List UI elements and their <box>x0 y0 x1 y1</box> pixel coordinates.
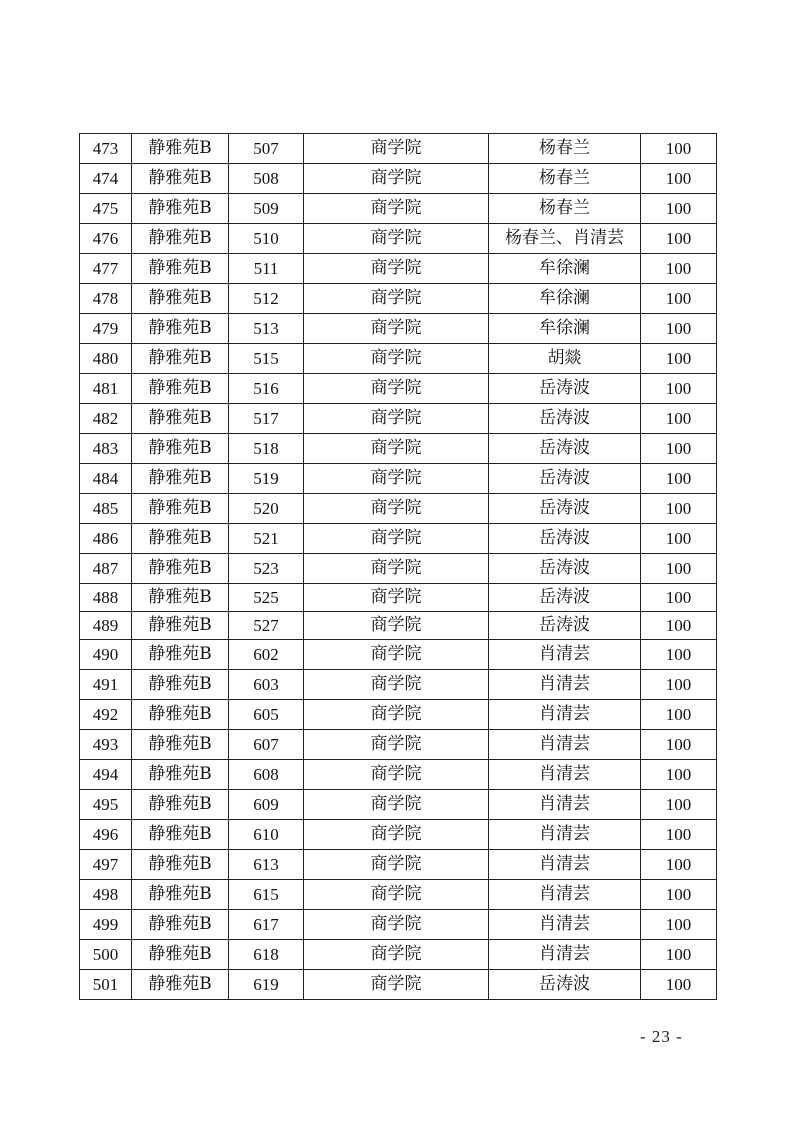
cell-score: 100 <box>641 284 717 314</box>
cell-room-number: 613 <box>229 850 304 880</box>
cell-college: 商学院 <box>304 700 489 730</box>
cell-college: 商学院 <box>304 164 489 194</box>
cell-college: 商学院 <box>304 194 489 224</box>
cell-building: 静雅苑B <box>132 374 229 404</box>
cell-college: 商学院 <box>304 284 489 314</box>
cell-room-number: 617 <box>229 910 304 940</box>
cell-counselor: 岳涛波 <box>489 554 641 584</box>
cell-serial-number: 480 <box>80 344 132 374</box>
cell-counselor: 岳涛波 <box>489 404 641 434</box>
cell-room-number: 527 <box>229 612 304 640</box>
cell-serial-number: 477 <box>80 254 132 284</box>
table-row <box>80 374 717 404</box>
cell-score: 100 <box>641 164 717 194</box>
cell-room-number: 602 <box>229 640 304 670</box>
cell-room-number: 615 <box>229 880 304 910</box>
cell-room-number: 507 <box>229 134 304 164</box>
cell-serial-number: 482 <box>80 404 132 434</box>
cell-room-number: 508 <box>229 164 304 194</box>
cell-college: 商学院 <box>304 554 489 584</box>
cell-room-number: 523 <box>229 554 304 584</box>
cell-serial-number: 491 <box>80 670 132 700</box>
cell-building: 静雅苑B <box>132 670 229 700</box>
cell-counselor: 杨春兰 <box>489 134 641 164</box>
table-row <box>80 224 717 254</box>
cell-building: 静雅苑B <box>132 970 229 1000</box>
cell-serial-number: 494 <box>80 760 132 790</box>
cell-score: 100 <box>641 820 717 850</box>
cell-serial-number: 492 <box>80 700 132 730</box>
table-row <box>80 464 717 494</box>
cell-score: 100 <box>641 344 717 374</box>
cell-serial-number: 476 <box>80 224 132 254</box>
cell-serial-number: 481 <box>80 374 132 404</box>
cell-serial-number: 487 <box>80 554 132 584</box>
cell-serial-number: 499 <box>80 910 132 940</box>
cell-college: 商学院 <box>304 640 489 670</box>
cell-score: 100 <box>641 374 717 404</box>
cell-counselor: 岳涛波 <box>489 970 641 1000</box>
cell-room-number: 510 <box>229 224 304 254</box>
table-row <box>80 434 717 464</box>
cell-building: 静雅苑B <box>132 700 229 730</box>
cell-score: 100 <box>641 494 717 524</box>
cell-room-number: 513 <box>229 314 304 344</box>
cell-serial-number: 485 <box>80 494 132 524</box>
cell-serial-number: 501 <box>80 970 132 1000</box>
table-row <box>80 164 717 194</box>
cell-serial-number: 475 <box>80 194 132 224</box>
cell-college: 商学院 <box>304 254 489 284</box>
cell-score: 100 <box>641 640 717 670</box>
table-row <box>80 254 717 284</box>
table-row <box>80 612 717 640</box>
cell-serial-number: 484 <box>80 464 132 494</box>
cell-college: 商学院 <box>304 434 489 464</box>
cell-room-number: 516 <box>229 374 304 404</box>
cell-building: 静雅苑B <box>132 464 229 494</box>
table-row <box>80 910 717 940</box>
dormitory-score-table <box>79 133 717 1000</box>
cell-serial-number: 486 <box>80 524 132 554</box>
cell-counselor: 肖清芸 <box>489 820 641 850</box>
table-row <box>80 554 717 584</box>
cell-serial-number: 490 <box>80 640 132 670</box>
table-row <box>80 850 717 880</box>
cell-college: 商学院 <box>304 374 489 404</box>
cell-building: 静雅苑B <box>132 224 229 254</box>
cell-counselor: 岳涛波 <box>489 494 641 524</box>
table-row <box>80 790 717 820</box>
cell-counselor: 肖清芸 <box>489 670 641 700</box>
cell-counselor: 杨春兰、肖清芸 <box>489 224 641 254</box>
cell-room-number: 521 <box>229 524 304 554</box>
table-row <box>80 670 717 700</box>
cell-score: 100 <box>641 524 717 554</box>
cell-room-number: 518 <box>229 434 304 464</box>
cell-score: 100 <box>641 700 717 730</box>
cell-building: 静雅苑B <box>132 314 229 344</box>
cell-room-number: 509 <box>229 194 304 224</box>
cell-building: 静雅苑B <box>132 434 229 464</box>
cell-score: 100 <box>641 314 717 344</box>
cell-score: 100 <box>641 940 717 970</box>
cell-building: 静雅苑B <box>132 820 229 850</box>
cell-serial-number: 489 <box>80 612 132 640</box>
cell-score: 100 <box>641 612 717 640</box>
cell-college: 商学院 <box>304 224 489 254</box>
cell-counselor: 肖清芸 <box>489 640 641 670</box>
cell-college: 商学院 <box>304 790 489 820</box>
cell-building: 静雅苑B <box>132 850 229 880</box>
table-row <box>80 584 717 612</box>
table-row <box>80 640 717 670</box>
cell-score: 100 <box>641 224 717 254</box>
cell-serial-number: 498 <box>80 880 132 910</box>
cell-serial-number: 500 <box>80 940 132 970</box>
cell-counselor: 肖清芸 <box>489 910 641 940</box>
table-row <box>80 760 717 790</box>
cell-score: 100 <box>641 554 717 584</box>
cell-score: 100 <box>641 670 717 700</box>
cell-building: 静雅苑B <box>132 164 229 194</box>
table-row <box>80 134 717 164</box>
cell-college: 商学院 <box>304 730 489 760</box>
cell-building: 静雅苑B <box>132 730 229 760</box>
table-row <box>80 820 717 850</box>
cell-counselor: 岳涛波 <box>489 374 641 404</box>
cell-college: 商学院 <box>304 314 489 344</box>
cell-serial-number: 473 <box>80 134 132 164</box>
cell-college: 商学院 <box>304 940 489 970</box>
cell-building: 静雅苑B <box>132 760 229 790</box>
cell-score: 100 <box>641 910 717 940</box>
cell-counselor: 岳涛波 <box>489 524 641 554</box>
table-row <box>80 314 717 344</box>
cell-building: 静雅苑B <box>132 134 229 164</box>
cell-counselor: 岳涛波 <box>489 584 641 612</box>
cell-building: 静雅苑B <box>132 284 229 314</box>
table-row <box>80 730 717 760</box>
cell-room-number: 619 <box>229 970 304 1000</box>
cell-counselor: 杨春兰 <box>489 194 641 224</box>
cell-building: 静雅苑B <box>132 940 229 970</box>
cell-building: 静雅苑B <box>132 494 229 524</box>
cell-counselor: 胡燚 <box>489 344 641 374</box>
cell-serial-number: 474 <box>80 164 132 194</box>
cell-room-number: 607 <box>229 730 304 760</box>
cell-score: 100 <box>641 404 717 434</box>
cell-room-number: 511 <box>229 254 304 284</box>
table-row <box>80 700 717 730</box>
cell-score: 100 <box>641 134 717 164</box>
cell-counselor: 肖清芸 <box>489 880 641 910</box>
cell-college: 商学院 <box>304 970 489 1000</box>
cell-college: 商学院 <box>304 464 489 494</box>
cell-score: 100 <box>641 434 717 464</box>
cell-college: 商学院 <box>304 404 489 434</box>
cell-room-number: 609 <box>229 790 304 820</box>
cell-serial-number: 496 <box>80 820 132 850</box>
cell-college: 商学院 <box>304 760 489 790</box>
cell-building: 静雅苑B <box>132 524 229 554</box>
cell-counselor: 岳涛波 <box>489 612 641 640</box>
cell-score: 100 <box>641 730 717 760</box>
cell-serial-number: 497 <box>80 850 132 880</box>
cell-college: 商学院 <box>304 524 489 554</box>
cell-college: 商学院 <box>304 344 489 374</box>
cell-serial-number: 478 <box>80 284 132 314</box>
cell-score: 100 <box>641 584 717 612</box>
cell-counselor: 牟徐澜 <box>489 314 641 344</box>
cell-room-number: 608 <box>229 760 304 790</box>
cell-college: 商学院 <box>304 880 489 910</box>
cell-room-number: 520 <box>229 494 304 524</box>
table-row <box>80 284 717 314</box>
table-row <box>80 344 717 374</box>
cell-room-number: 603 <box>229 670 304 700</box>
cell-counselor: 肖清芸 <box>489 760 641 790</box>
cell-building: 静雅苑B <box>132 640 229 670</box>
table-row <box>80 194 717 224</box>
cell-serial-number: 479 <box>80 314 132 344</box>
cell-room-number: 610 <box>229 820 304 850</box>
cell-building: 静雅苑B <box>132 194 229 224</box>
cell-room-number: 515 <box>229 344 304 374</box>
cell-college: 商学院 <box>304 910 489 940</box>
table-body <box>80 134 717 1000</box>
cell-counselor: 杨春兰 <box>489 164 641 194</box>
table-row <box>80 970 717 1000</box>
table-row <box>80 524 717 554</box>
cell-score: 100 <box>641 254 717 284</box>
table-row <box>80 940 717 970</box>
cell-building: 静雅苑B <box>132 612 229 640</box>
cell-counselor: 肖清芸 <box>489 850 641 880</box>
cell-score: 100 <box>641 194 717 224</box>
cell-counselor: 肖清芸 <box>489 700 641 730</box>
cell-serial-number: 483 <box>80 434 132 464</box>
cell-building: 静雅苑B <box>132 910 229 940</box>
cell-score: 100 <box>641 880 717 910</box>
cell-room-number: 517 <box>229 404 304 434</box>
cell-building: 静雅苑B <box>132 790 229 820</box>
cell-serial-number: 488 <box>80 584 132 612</box>
table-row <box>80 880 717 910</box>
table-row <box>80 494 717 524</box>
cell-score: 100 <box>641 970 717 1000</box>
cell-counselor: 肖清芸 <box>489 790 641 820</box>
cell-college: 商学院 <box>304 612 489 640</box>
cell-college: 商学院 <box>304 850 489 880</box>
table-row <box>80 404 717 434</box>
cell-serial-number: 493 <box>80 730 132 760</box>
cell-building: 静雅苑B <box>132 254 229 284</box>
cell-college: 商学院 <box>304 820 489 850</box>
cell-score: 100 <box>641 850 717 880</box>
cell-room-number: 618 <box>229 940 304 970</box>
cell-room-number: 512 <box>229 284 304 314</box>
cell-counselor: 牟徐澜 <box>489 254 641 284</box>
cell-room-number: 519 <box>229 464 304 494</box>
cell-building: 静雅苑B <box>132 554 229 584</box>
cell-college: 商学院 <box>304 584 489 612</box>
cell-score: 100 <box>641 464 717 494</box>
cell-building: 静雅苑B <box>132 344 229 374</box>
cell-building: 静雅苑B <box>132 404 229 434</box>
cell-counselor: 岳涛波 <box>489 434 641 464</box>
cell-room-number: 525 <box>229 584 304 612</box>
cell-building: 静雅苑B <box>132 584 229 612</box>
cell-counselor: 牟徐澜 <box>489 284 641 314</box>
cell-score: 100 <box>641 790 717 820</box>
cell-college: 商学院 <box>304 494 489 524</box>
cell-college: 商学院 <box>304 134 489 164</box>
page-number: - 23 - <box>640 1027 683 1046</box>
cell-counselor: 肖清芸 <box>489 730 641 760</box>
cell-building: 静雅苑B <box>132 880 229 910</box>
cell-score: 100 <box>641 760 717 790</box>
cell-room-number: 605 <box>229 700 304 730</box>
cell-counselor: 岳涛波 <box>489 464 641 494</box>
cell-counselor: 肖清芸 <box>489 940 641 970</box>
cell-serial-number: 495 <box>80 790 132 820</box>
cell-college: 商学院 <box>304 670 489 700</box>
